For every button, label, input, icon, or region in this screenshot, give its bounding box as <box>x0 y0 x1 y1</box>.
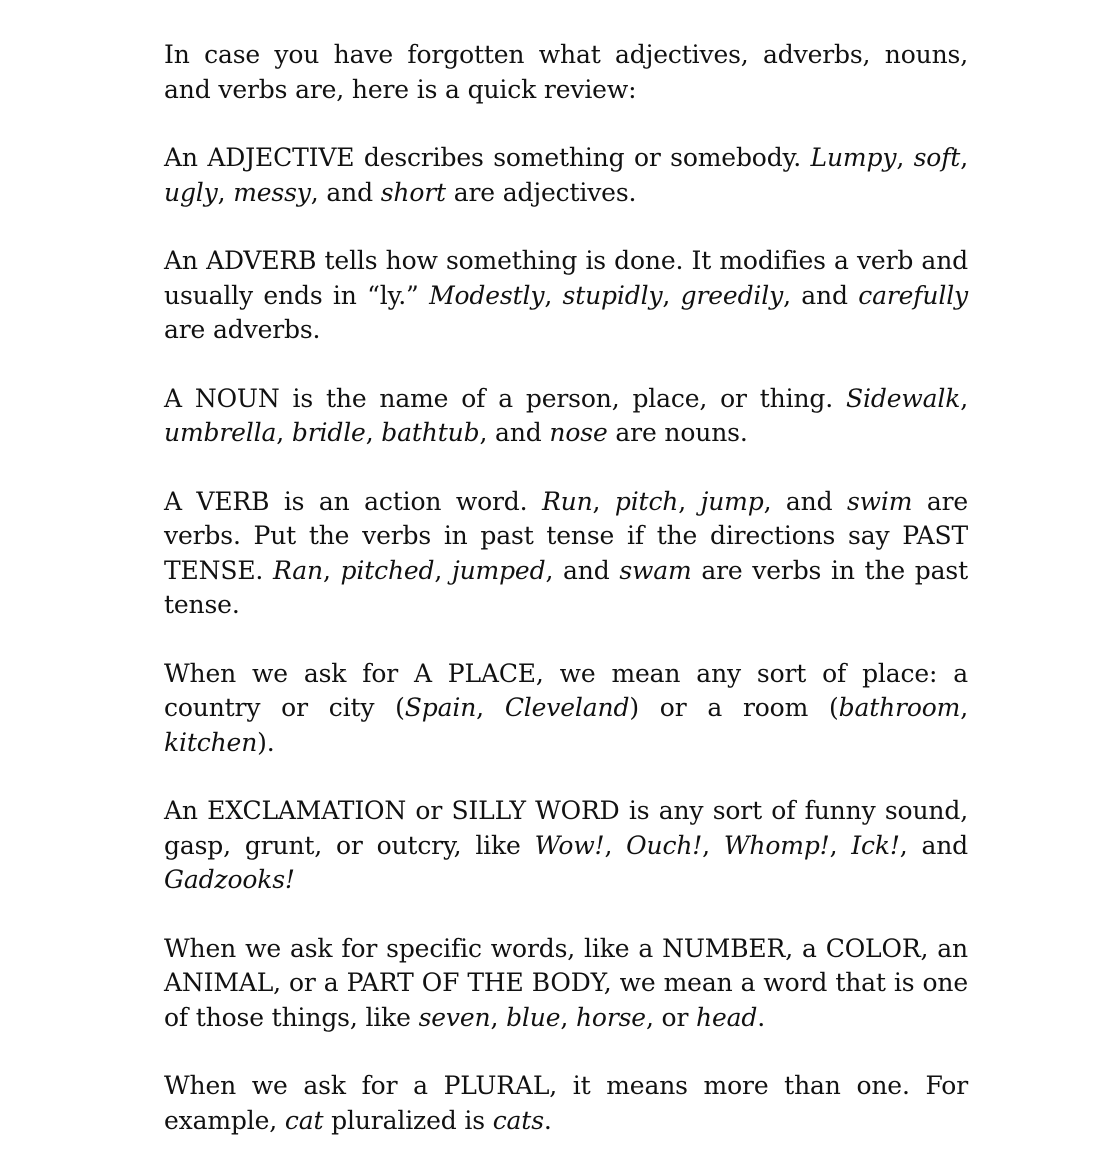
example-word: kitchen <box>164 727 258 757</box>
example-word: soft <box>913 143 961 172</box>
text-run: . <box>543 1105 552 1135</box>
text-run: are verbs in the past tense. <box>164 555 968 619</box>
example-word: Lumpy <box>810 143 897 172</box>
example-word: messy <box>233 177 311 207</box>
text-run: , <box>476 693 505 722</box>
text-run: , <box>592 486 615 516</box>
text-run: are adjectives. <box>445 177 637 207</box>
paragraph-exclamation <box>164 794 968 898</box>
text-run: A VERB is an action word. <box>164 486 542 516</box>
example-word: pitched <box>340 555 435 585</box>
text-run: , <box>896 143 914 172</box>
review-page <box>164 38 968 1172</box>
example-word: jumped <box>451 555 546 585</box>
paragraph-intro <box>164 38 968 107</box>
paragraph-adjective <box>164 141 968 210</box>
text-run: When we ask for A PLACE, we mean any sort of place: a country or city ( <box>164 658 968 722</box>
example-word: bathroom <box>838 693 961 722</box>
text-run: , <box>322 555 341 585</box>
example-word: Wow! <box>534 830 605 860</box>
example-word: cats <box>492 1105 544 1135</box>
example-word: umbrella <box>164 418 277 447</box>
text-run: When we ask for specific words, like a NUMBER, a COLOR, an ANIMAL, or a PART OF THE BODY, we mean a word that is one of those things, like <box>164 933 968 1032</box>
text-run: , <box>678 486 701 516</box>
text-run: , and <box>899 830 969 860</box>
example-word: nose <box>549 418 608 447</box>
example-word: Ick! <box>851 830 900 860</box>
text-run: An ADJECTIVE describes something or somebody. <box>164 143 811 172</box>
paragraph-place <box>164 657 968 761</box>
example-word: pitch <box>614 486 679 516</box>
example-word: bathtub <box>381 418 480 447</box>
text-run: , and <box>479 418 550 447</box>
text-run: , and <box>545 555 620 585</box>
text-run: , <box>560 1002 576 1032</box>
text-run: ). <box>257 727 275 757</box>
example-word: Ran <box>272 555 323 585</box>
example-word: blue <box>506 1002 561 1032</box>
paragraph-noun <box>164 382 968 451</box>
text-run: , <box>960 693 969 722</box>
example-word: Spain <box>404 693 477 722</box>
example-word: Cleveland <box>504 693 630 722</box>
paragraph-verb <box>164 485 968 623</box>
text-run: , and <box>763 486 847 516</box>
text-run: , <box>434 555 452 585</box>
text-run: , and <box>783 280 859 310</box>
example-word: Modestly <box>429 280 545 310</box>
text-run: ) or a room ( <box>629 693 839 722</box>
text-run: . <box>757 1002 766 1032</box>
example-word: bridle <box>291 418 366 447</box>
example-word: seven <box>418 1002 491 1032</box>
text-run: , <box>960 383 968 413</box>
text-run: , and <box>310 177 381 207</box>
example-word: Run <box>541 486 593 516</box>
text-run: , or <box>645 1002 697 1032</box>
paragraph-specific-words <box>164 932 968 1036</box>
example-word: horse <box>575 1002 646 1032</box>
text-run: , <box>276 418 292 447</box>
example-word: jump <box>700 486 764 516</box>
text-run: are nouns. <box>607 418 748 447</box>
text-run: , <box>365 418 382 447</box>
text-run: , <box>490 1002 507 1032</box>
text-run: , <box>702 830 724 860</box>
example-word: swim <box>846 486 913 516</box>
text-run: When we ask for a PLURAL, it means more than one. For example, <box>164 1071 968 1135</box>
example-word: carefully <box>858 280 969 310</box>
text-run: , <box>960 143 968 172</box>
text-run: An ADVERB tells how something is done. It modifies a verb and usually ends in “ly.” <box>164 246 968 310</box>
example-word: short <box>380 177 446 207</box>
example-word: Gadzooks! <box>164 865 295 894</box>
text-run: , <box>829 830 852 860</box>
paragraph-plural <box>164 1069 968 1138</box>
example-word: cat <box>284 1105 324 1135</box>
example-word: head <box>696 1002 758 1032</box>
example-word: stupidly <box>562 280 663 310</box>
text-run: are adverbs. <box>164 315 321 344</box>
paragraph-adverb <box>164 244 968 348</box>
text-run: A NOUN is the name of a person, place, or thing. <box>164 383 847 413</box>
text-run: In case you have forgotten what adjectives, adverbs, nouns, and verbs are, here is a quick review: <box>164 40 968 104</box>
example-word: swam <box>619 555 692 585</box>
text-run: are verbs. Put the verbs in past tense if the directions say PAST TENSE. <box>164 486 969 585</box>
example-word: Sidewalk <box>846 383 961 413</box>
example-word: greedily <box>680 280 784 310</box>
example-word: ugly <box>164 177 218 207</box>
text-run: , <box>544 280 563 310</box>
text-run: An EXCLAMATION or SILLY WORD is any sort of funny sound, gasp, grunt, or outcry, like <box>164 796 968 860</box>
text-run: pluralized is <box>323 1105 493 1135</box>
text-run: , <box>217 177 234 207</box>
text-run: , <box>662 280 681 310</box>
text-run: , <box>604 830 627 860</box>
example-word: Ouch! <box>626 830 703 860</box>
example-word: Whomp! <box>723 830 830 860</box>
